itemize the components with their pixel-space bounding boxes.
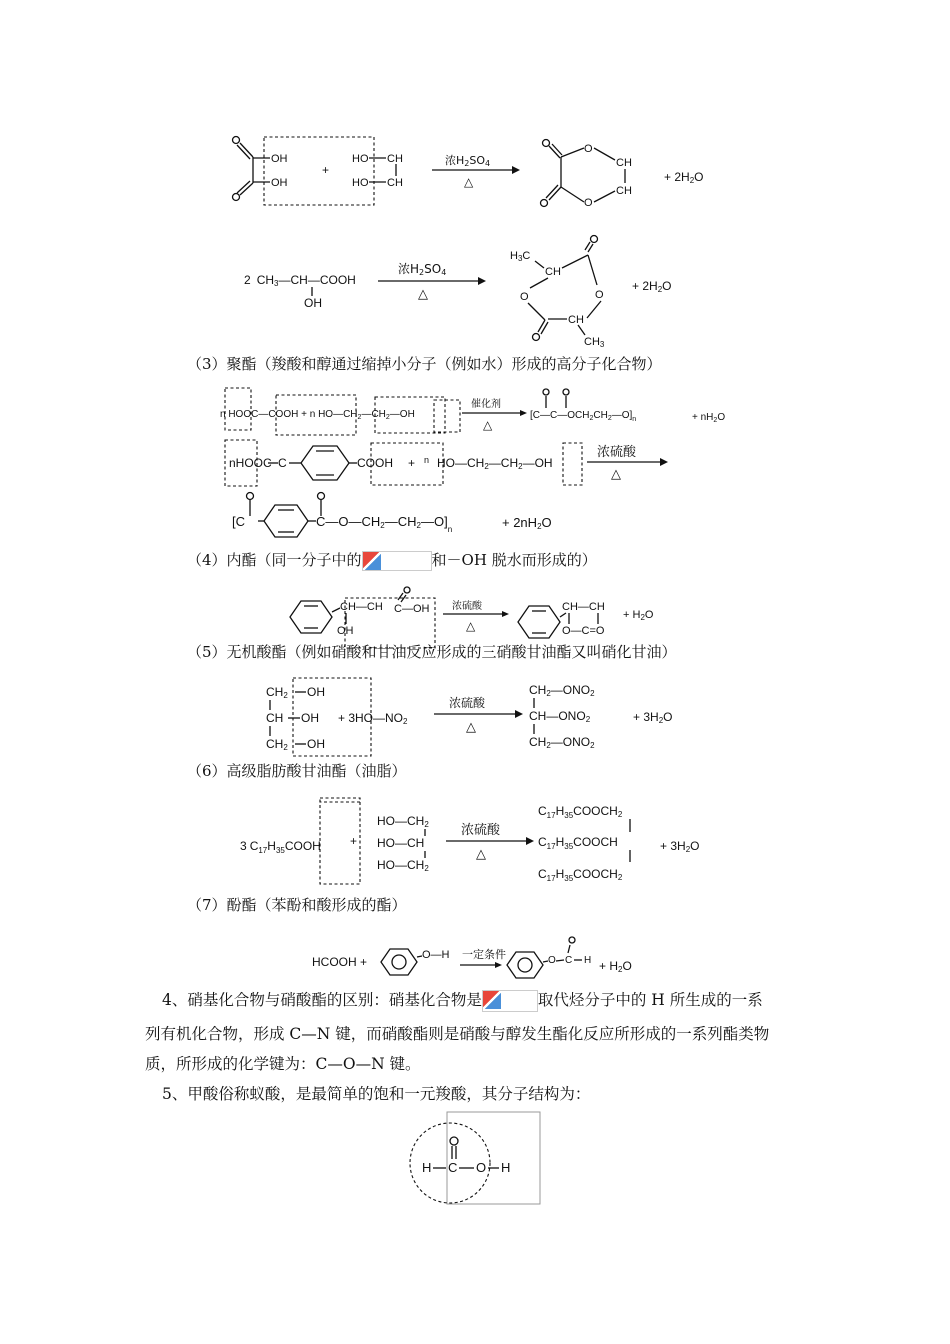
section-4-after: 和－OH 脱水而形成的）	[431, 551, 597, 569]
svg-text:C—O—CH2—CH2—O]n: $C—O—CH2—CH2—O]_n$	[316, 514, 453, 534]
svg-text:CH2: CH2	[266, 737, 288, 752]
svg-text:+ H2O: + H2O	[623, 609, 654, 622]
svg-text:+: +	[350, 834, 358, 848]
svg-text:CH3: CH3	[584, 336, 605, 349]
para-4-before: 4、硝基化合物与硝酸酯的区别：硝基化合物是	[162, 991, 482, 1009]
broken-image-icon	[483, 991, 501, 1009]
svg-text:H: H	[501, 1160, 511, 1175]
svg-text:△: △	[466, 619, 476, 633]
svg-text:浓硫酸: 浓硫酸	[461, 823, 501, 838]
svg-text:CH: CH	[568, 314, 584, 326]
svg-text:O: O	[584, 143, 593, 155]
svg-text:HO—CH2—CH2—OH: HO—CH2—CH2—OH	[437, 456, 553, 471]
reaction-lactone	[290, 587, 654, 648]
svg-text:HO: HO	[352, 153, 369, 165]
svg-text:OH: OH	[271, 177, 288, 189]
svg-text:OH: OH	[304, 296, 322, 310]
svg-text:CH: CH	[387, 153, 403, 165]
para-4-line-3: 质，所形成的化学键为：C—O—N 键。	[145, 1055, 421, 1073]
svg-text:一定条件: 一定条件	[462, 948, 506, 961]
svg-text:COOH: COOH	[357, 456, 393, 470]
svg-text:CH2—ONO2: CH2—ONO2	[529, 683, 595, 698]
para-4-line-1	[162, 988, 763, 1012]
section-7-heading: （7）酚酯（苯酚和酸形成的酯）	[187, 896, 407, 914]
svg-text:+ 3HO—NO2: + 3HO—NO2	[338, 711, 408, 726]
reaction-polyester-terephthalate	[225, 440, 668, 537]
section-4-before: （4）内酯（同一分子中的	[187, 551, 362, 569]
reaction-triglyceride	[240, 798, 699, 884]
para-4-after: 取代烃分子中的 H 所生成的一系	[537, 991, 763, 1009]
svg-text:+: +	[408, 456, 416, 470]
svg-text:OH: OH	[337, 625, 354, 637]
svg-text:HO—CH2: HO—CH2	[377, 814, 429, 829]
section-5-heading: （5）无机酸酯（例如硝酸和甘油反应形成的三硝酸甘油酯又叫硝化甘油）	[187, 643, 677, 661]
para-4-line-2: 列有机化合物，形成 C—N 键，而硝酸酯则是硝酸与醇发生酯化反应所形成的一系列酯类物	[145, 1025, 770, 1043]
svg-text:CH—CH: CH—CH	[562, 601, 605, 613]
svg-text:+ 3H2O: + 3H2O	[633, 710, 673, 725]
svg-text:n: n	[424, 455, 430, 465]
svg-text:催化剂: 催化剂	[471, 399, 501, 410]
reaction-phenyl-formate	[312, 937, 632, 978]
svg-text:CH—CH: CH—CH	[340, 601, 383, 613]
svg-text:C—OH: C—OH	[394, 603, 430, 615]
svg-text:OH: OH	[307, 685, 325, 699]
svg-text:C: C	[278, 456, 287, 470]
broken-image-icon	[363, 552, 381, 570]
svg-text:O—C=O: O—C=O	[562, 625, 605, 637]
svg-text:+ 2H2O: + 2H2O	[664, 170, 704, 185]
svg-text:浓硫酸: 浓硫酸	[452, 601, 482, 612]
svg-text:n HOOC—COOH + n HO—CH2—CH2—OH: n HOOC—COOH + n $HO—CH_2—CH_2—OH$	[220, 409, 415, 421]
svg-text:浓H2SO4: 浓H2SO4	[398, 262, 447, 277]
svg-text:O—H: O—H	[422, 949, 450, 961]
svg-text:H3C: H3C	[510, 250, 531, 263]
svg-text:C17H35COOCH: $C_{17}H_{35}COOCH$	[538, 835, 618, 851]
svg-text:2CH3—CH—COOH: 2 CH3—CH—COOH	[244, 273, 356, 288]
svg-text:HO: HO	[352, 177, 369, 189]
svg-text:△: △	[476, 847, 486, 862]
svg-text:△: △	[483, 418, 493, 432]
svg-text:HCOOH +: HCOOH +	[312, 955, 368, 969]
svg-text:C17H35COOCH2: $C_{17}H_{35}COOCH2$	[538, 867, 623, 883]
nitro-image-placeholder	[482, 990, 538, 1012]
svg-text:+ 2nH2O: + 2nH2O	[502, 515, 552, 531]
reaction-polyester-oxalate	[220, 388, 725, 435]
svg-text:△: △	[466, 720, 476, 735]
svg-text:C: C	[565, 955, 573, 966]
svg-text:CH: CH	[545, 266, 561, 278]
svg-text:C17H35COOCH2: $C_{17}H_{35}COOCH2$	[538, 804, 623, 820]
svg-text:OH: OH	[271, 153, 288, 165]
svg-text:CH: CH	[616, 157, 632, 169]
svg-text:△: △	[418, 287, 428, 302]
svg-text:浓硫酸: 浓硫酸	[597, 445, 637, 460]
para-5: 5、甲酸俗称蚁酸，是最简单的饱和一元羧酸，其分子结构为：	[162, 1085, 591, 1103]
svg-text:△: △	[611, 467, 621, 482]
svg-text:浓硫酸: 浓硫酸	[449, 696, 486, 710]
reaction-oxalate-cyclic	[233, 137, 704, 210]
svg-text:△: △	[464, 175, 474, 189]
svg-text:+ 3H2O: + 3H2O	[660, 839, 700, 854]
svg-text:3C17H35COOH: 3 $C_{17}H_{35}COOH$	[240, 839, 321, 855]
svg-text:HO—CH: HO—CH	[377, 836, 425, 850]
svg-text:[C—C—OCH2CH2—O]n: $[C—C—OCH_2CH_2—O]_n$	[530, 410, 637, 423]
svg-text:nHOOC: nHOOC	[229, 456, 272, 470]
svg-text:O: O	[476, 1160, 487, 1175]
svg-text:O: O	[548, 955, 556, 966]
reaction-lactide	[244, 236, 671, 350]
svg-text:CH: CH	[266, 711, 284, 725]
svg-text:H: H	[584, 955, 592, 966]
svg-text:CH: CH	[616, 185, 632, 197]
svg-text:+ H2O: + H2O	[599, 959, 632, 974]
section-4-heading	[187, 551, 597, 571]
svg-text:CH2: CH2	[266, 685, 288, 700]
svg-text:H: H	[422, 1160, 432, 1175]
svg-text:+ nH2O: + $nH_2O$	[692, 412, 726, 424]
carboxyl-image-placeholder	[362, 551, 432, 571]
section-3-heading: （3）聚酯（羧酸和醇通过缩掉小分子（例如水）形成的高分子化合物）	[187, 355, 662, 373]
svg-text:HO—CH2: HO—CH2	[377, 858, 429, 873]
svg-text:O: O	[584, 197, 593, 209]
svg-text:C: C	[448, 1160, 458, 1175]
svg-text:O: O	[520, 291, 529, 303]
svg-text:+: +	[322, 163, 330, 177]
section-6-heading: （6）高级脂肪酸甘油酯（油脂）	[187, 762, 407, 780]
svg-text:CH—ONO2: CH—ONO2	[529, 709, 591, 724]
svg-text:浓H2SO4: 浓H2SO4	[445, 154, 491, 168]
reaction-nitroglycerin	[266, 678, 672, 756]
svg-text:CH: CH	[387, 177, 403, 189]
svg-text:OH: OH	[307, 737, 325, 751]
svg-text:OH: OH	[301, 711, 319, 725]
svg-text:[C: [C	[232, 514, 245, 529]
svg-text:CH2—ONO2: CH2—ONO2	[529, 735, 595, 750]
svg-text:+ 2H2O: + 2H2O	[632, 279, 672, 294]
formic-acid-structure	[410, 1112, 540, 1204]
svg-text:O: O	[595, 289, 604, 301]
